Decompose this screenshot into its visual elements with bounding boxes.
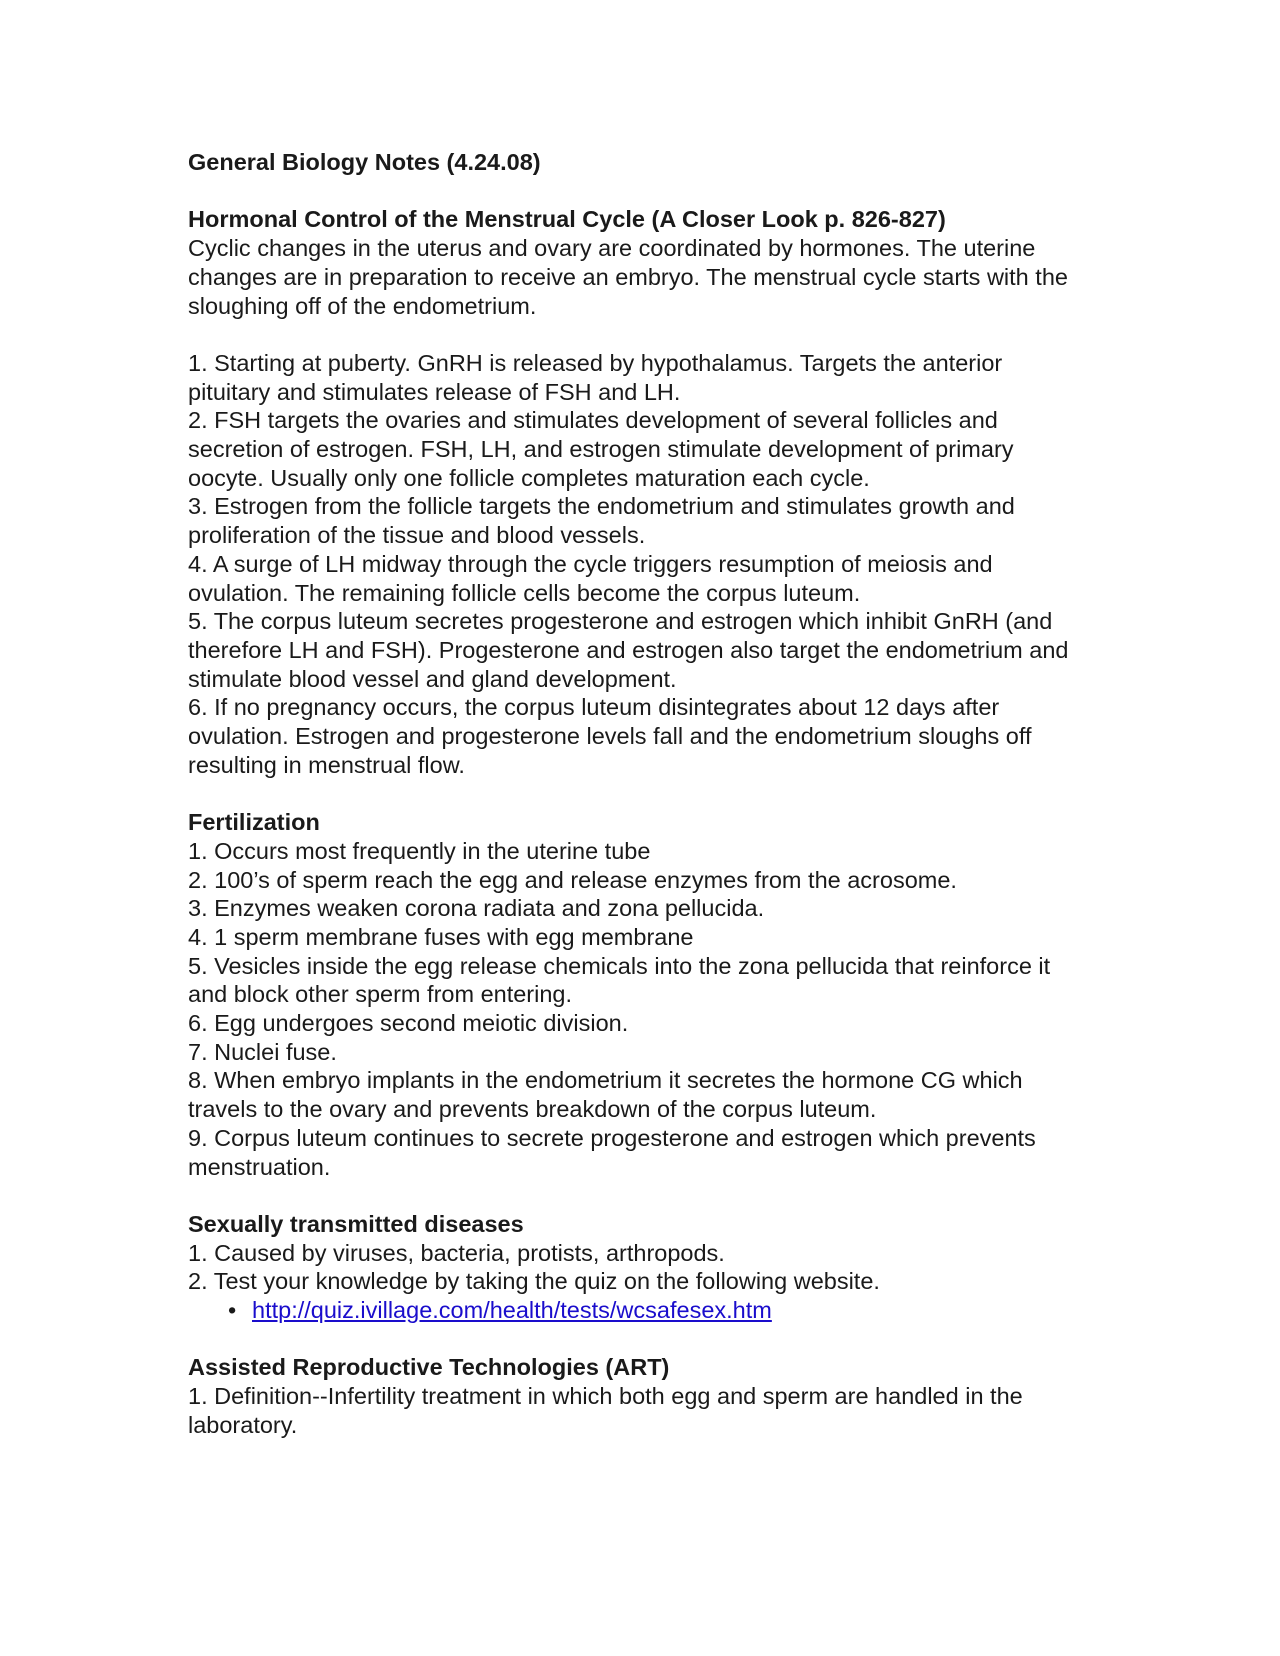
list-item: 1. Occurs most frequently in the uterine tube	[188, 837, 651, 864]
list-item: 2. Test your knowledge by taking the quiz on the following website.	[188, 1268, 880, 1295]
section-heading-art: Assisted Reproductive Technologies (ART)	[188, 1354, 670, 1381]
section-heading-menstrual: Hormonal Control of the Menstrual Cycle (A Closer Look p. 826-827)	[188, 206, 946, 233]
list-item: 1. Starting at puberty. GnRH is released by hypothalamus. Targets the anterior pituitary and stimulates release of FSH and LH.	[188, 349, 1003, 405]
document-title: General Biology Notes (4.24.08)	[188, 149, 541, 175]
bullet-row	[188, 1296, 1088, 1325]
section-intro-menstrual: Cyclic changes in the uterus and ovary are coordinated by hormones. The uterine changes are in preparation to receive an embryo. The menstrual cycle starts with the sloughing off of the endometrium.	[188, 235, 1068, 319]
list-item: 6. If no pregnancy occurs, the corpus luteum disintegrates about 12 days after ovulation. Estrogen and progesterone levels fall and the endometrium sloughs off resulting in menstrual flow.	[188, 694, 1032, 778]
document-body	[188, 148, 1088, 1468]
list-item: 2. FSH targets the ovaries and stimulates development of several follicles and secretion of estrogen. FSH, LH, and estrogen stimulate development of primary oocyte. Usually only one follicle completes maturation each cycle.	[188, 407, 1014, 491]
quiz-link[interactable]: http://quiz.ivillage.com/health/tests/wcsafesex.htm	[252, 1297, 772, 1324]
list-item: 4. 1 sperm membrane fuses with egg membrane	[188, 923, 694, 950]
section-menstrual-cycle	[188, 205, 1088, 779]
list-item: 7. Nuclei fuse.	[188, 1038, 337, 1065]
list-item: 5. The corpus luteum secretes progesterone and estrogen which inhibit GnRH (and therefore LH and FSH). Progesterone and estrogen also target the endometrium and stimulate blood vessel and gland development.	[188, 608, 1069, 692]
list-item: 6. Egg undergoes second meiotic division.	[188, 1010, 629, 1037]
list-item: 5. Vesicles inside the egg release chemicals into the zona pellucida that reinforce it and block other sperm from entering.	[188, 952, 1051, 1008]
section-std	[188, 1210, 1088, 1325]
bullet-icon: •	[228, 1297, 237, 1324]
list-item: 3. Estrogen from the follicle targets the endometrium and stimulates growth and proliferation of the tissue and blood vessels.	[188, 493, 1015, 549]
list-item: 9. Corpus luteum continues to secrete progesterone and estrogen which prevents menstruation.	[188, 1124, 1036, 1180]
list-item: 1. Caused by viruses, bacteria, protists, arthropods.	[188, 1239, 725, 1266]
list-item: 4. A surge of LH midway through the cycle triggers resumption of meiosis and ovulation. The remaining follicle cells become the corpus luteum.	[188, 550, 993, 606]
list-item: 3. Enzymes weaken corona radiata and zona pellucida.	[188, 895, 765, 922]
section-art	[188, 1353, 1088, 1439]
list-item: 2. 100’s of sperm reach the egg and release enzymes from the acrosome.	[188, 866, 957, 893]
section-heading-std: Sexually transmitted diseases	[188, 1210, 524, 1237]
list-item: 8. When embryo implants in the endometrium it secretes the hormone CG which travels to the ovary and prevents breakdown of the corpus luteum.	[188, 1067, 1023, 1123]
list-item: 1. Definition--Infertility treatment in which both egg and sperm are handled in the laboratory.	[188, 1383, 1023, 1438]
section-heading-fertilization: Fertilization	[188, 809, 320, 836]
section-fertilization	[188, 808, 1088, 1181]
